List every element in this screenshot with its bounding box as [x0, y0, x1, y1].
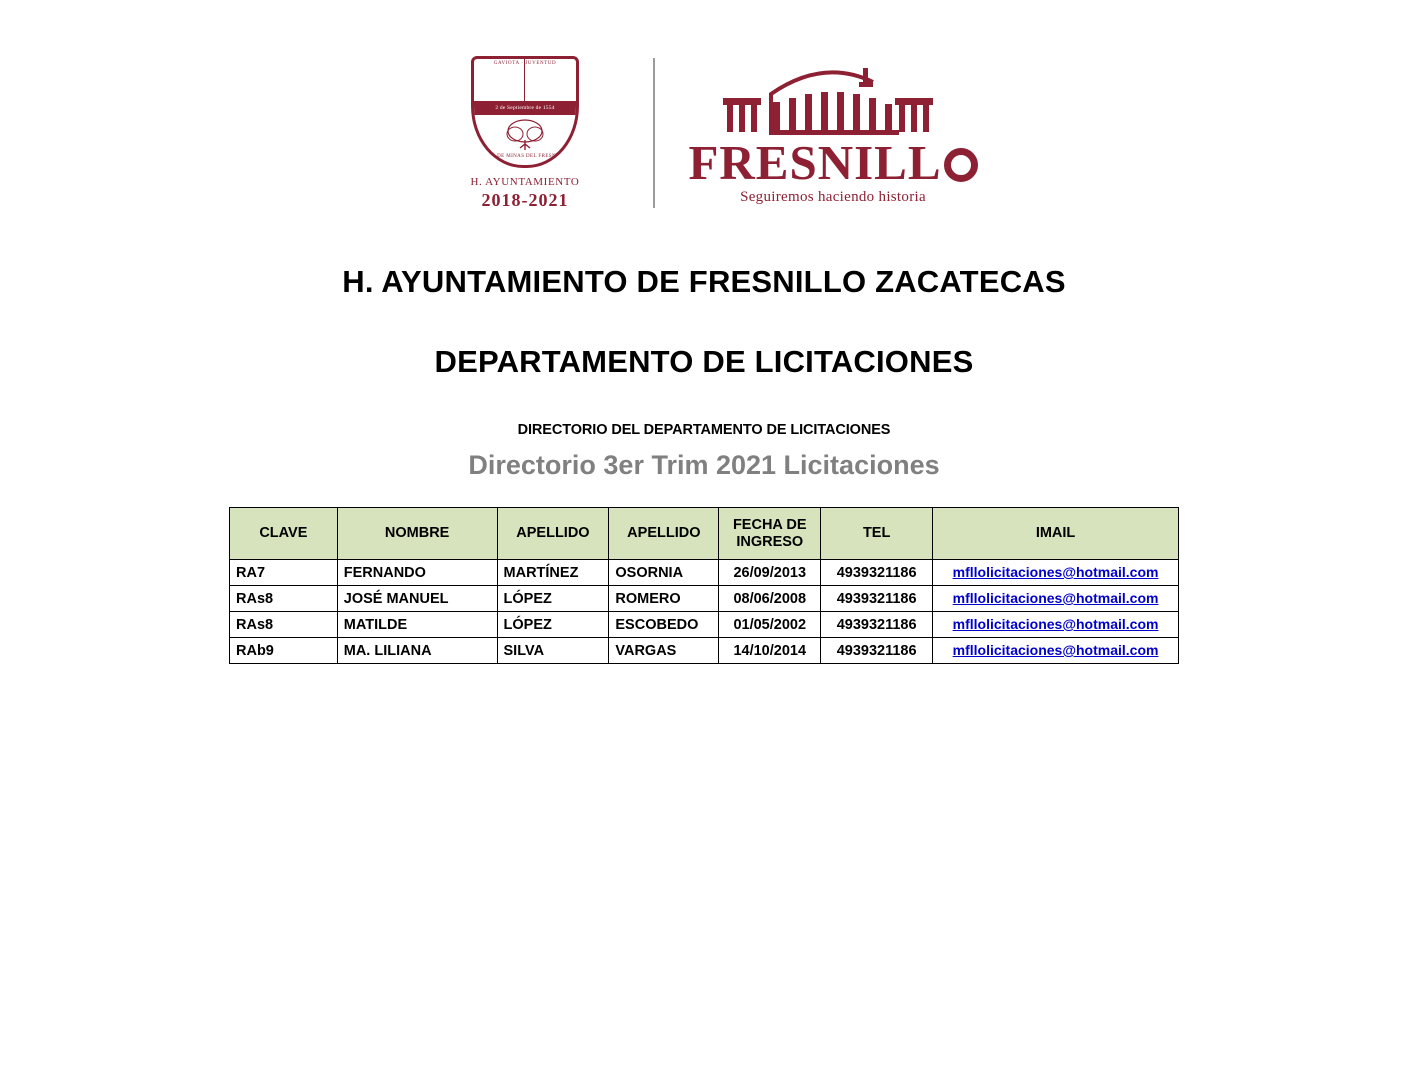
- cell-nombre: FERNANDO: [337, 560, 497, 586]
- email-link[interactable]: mfllolicitaciones@hotmail.com: [952, 564, 1159, 580]
- column-header-nombre: NOMBRE: [337, 508, 497, 560]
- cell-fecha-ingreso: 08/06/2008: [719, 586, 821, 612]
- table-row: [230, 560, 1179, 586]
- directory-period-title: Directorio 3er Trim 2021 Licitaciones: [468, 450, 940, 480]
- cell-apellido-2: VARGAS: [609, 638, 719, 664]
- email-link[interactable]: mfllolicitaciones@hotmail.com: [952, 590, 1159, 606]
- cell-apellido-2: OSORNIA: [609, 560, 719, 586]
- cell-imail: [933, 638, 1179, 664]
- crest-subtitle: [471, 176, 580, 211]
- cell-tel: 4939321186: [821, 612, 933, 638]
- crest-subtitle-line2: 2018-2021: [481, 189, 569, 210]
- cell-imail: [933, 612, 1179, 638]
- directory-table-wrapper: [229, 507, 1179, 664]
- column-header-clave: CLAVE: [230, 508, 338, 560]
- table-header-row: [230, 508, 1179, 560]
- fresnillo-o-ring: [944, 148, 978, 182]
- directory-caption: DIRECTORIO DEL DEPARTAMENTO DE LICITACIONES: [517, 422, 891, 438]
- crest-bottom-text: REAL DE MINAS DEL FRESNILLO: [481, 153, 569, 159]
- column-header-apellido-2: APELLIDO: [609, 508, 719, 560]
- cell-apellido-2: ESCOBEDO: [609, 612, 719, 638]
- cell-clave: RAs8: [230, 612, 338, 638]
- column-header-apellido-1: APELLIDO: [497, 508, 609, 560]
- fresnillo-wordmark: [688, 135, 977, 190]
- tree-icon: [502, 118, 548, 152]
- cell-apellido-1: LÓPEZ: [497, 586, 609, 612]
- table-row: [230, 638, 1179, 664]
- cell-clave: RA7: [230, 560, 338, 586]
- column-header-tel: TEL: [821, 508, 933, 560]
- cell-clave: RAb9: [230, 638, 338, 664]
- municipal-crest-icon: [471, 56, 579, 168]
- cell-fecha-ingreso: 26/09/2013: [719, 560, 821, 586]
- table-row: [230, 612, 1179, 638]
- cell-apellido-1: LÓPEZ: [497, 612, 609, 638]
- crest-top-text: GAVIOTA · JUVENTUD: [493, 60, 557, 66]
- table-body: [230, 560, 1179, 664]
- logo-header: [0, 0, 1408, 210]
- cell-nombre: MA. LILIANA: [337, 638, 497, 664]
- cell-fecha-ingreso: 01/05/2002: [719, 612, 821, 638]
- page-title: H. AYUNTAMIENTO DE FRESNILLO ZACATECAS: [342, 264, 1066, 299]
- logo-divider: [653, 58, 655, 208]
- email-link[interactable]: mfllolicitaciones@hotmail.com: [952, 616, 1159, 632]
- cell-clave: RAs8: [230, 586, 338, 612]
- cell-tel: 4939321186: [821, 560, 933, 586]
- cell-imail: [933, 560, 1179, 586]
- table-row: [230, 586, 1179, 612]
- page-subtitle: DEPARTAMENTO DE LICITACIONES: [434, 344, 974, 379]
- table-header: [230, 508, 1179, 560]
- cell-apellido-1: MARTÍNEZ: [497, 560, 609, 586]
- fresnillo-arches-icon: [713, 60, 953, 138]
- fresnillo-tagline: Seguiremos haciendo historia: [740, 189, 926, 205]
- crest-band-text: 2 de Septiembre de 1554: [474, 101, 576, 115]
- fresnillo-wordmark-text: FRESNILL: [688, 135, 942, 190]
- column-header-imail: IMAIL: [933, 508, 1179, 560]
- cell-tel: 4939321186: [821, 638, 933, 664]
- column-header-fecha-ingreso: FECHA DE INGRESO: [719, 508, 821, 560]
- municipal-crest-block: [425, 56, 625, 211]
- cell-tel: 4939321186: [821, 586, 933, 612]
- cell-imail: [933, 586, 1179, 612]
- crest-subtitle-line1: H. AYUNTAMIENTO: [470, 175, 580, 188]
- cell-apellido-1: SILVA: [497, 638, 609, 664]
- cell-apellido-2: ROMERO: [609, 586, 719, 612]
- directory-table: [229, 507, 1179, 664]
- email-link[interactable]: mfllolicitaciones@hotmail.com: [952, 642, 1159, 658]
- cell-fecha-ingreso: 14/10/2014: [719, 638, 821, 664]
- cell-nombre: MATILDE: [337, 612, 497, 638]
- cell-nombre: JOSÉ MANUEL: [337, 586, 497, 612]
- fresnillo-logo-block: [683, 60, 983, 206]
